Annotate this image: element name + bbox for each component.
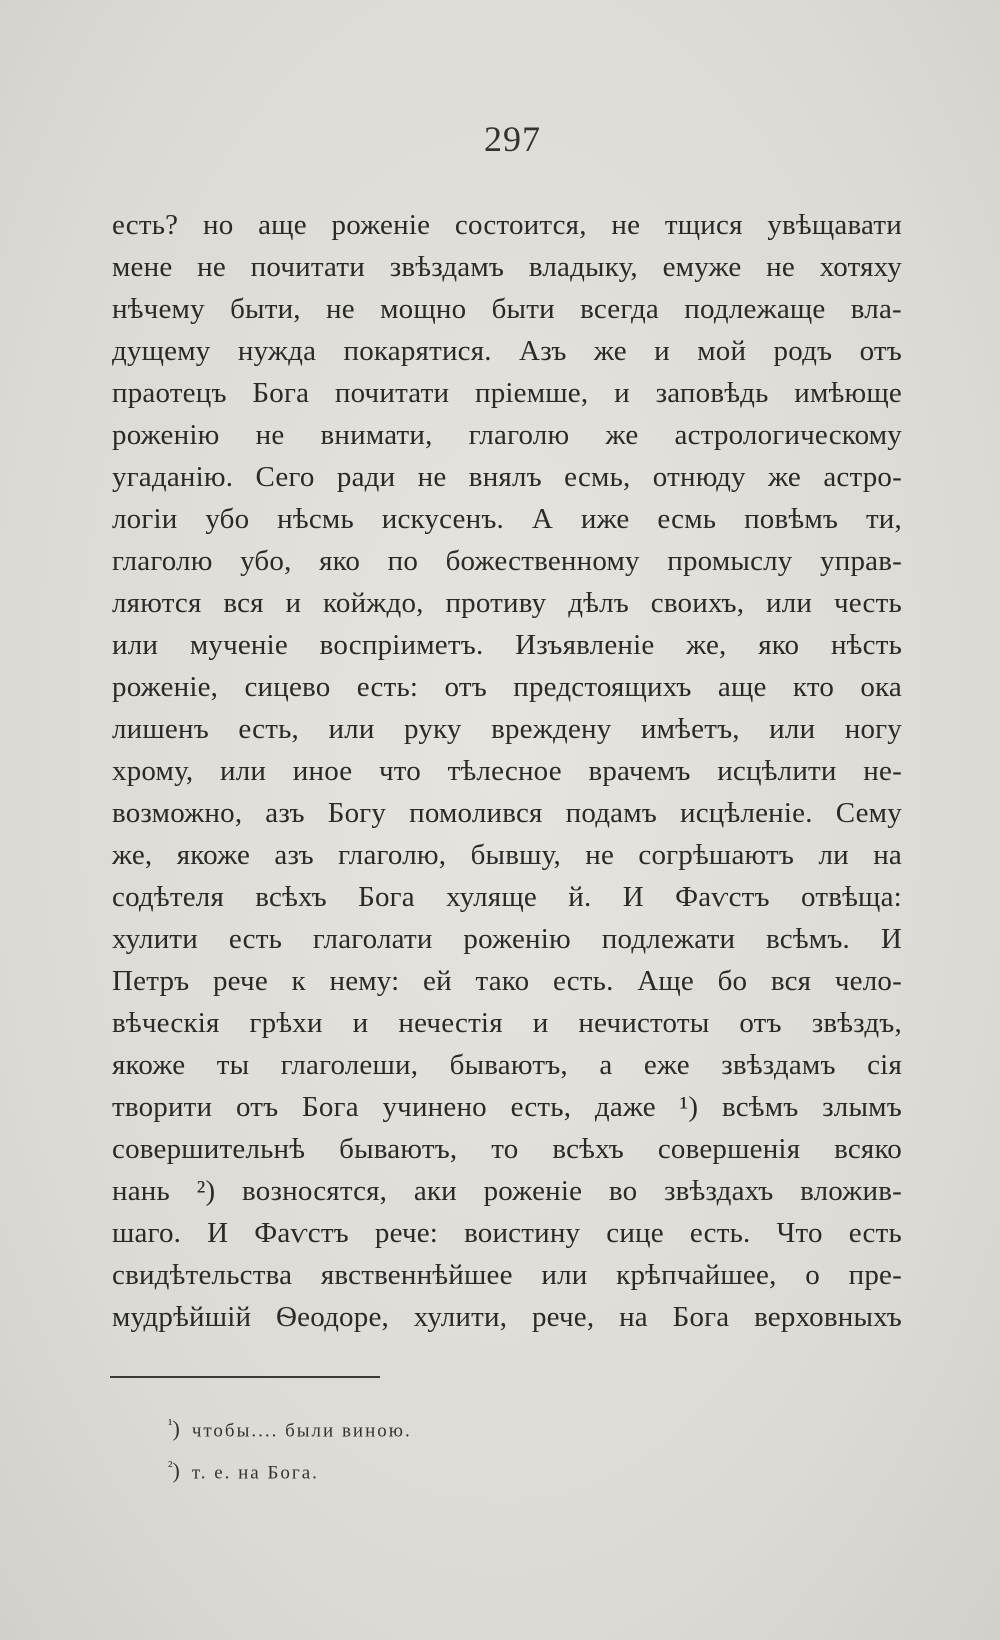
word: тако [475,965,530,997]
word: воистину [464,1217,581,1249]
word: А [531,503,553,535]
text-line [112,1086,902,1128]
text-line [112,876,902,918]
word: не [255,419,285,451]
word: или [112,629,159,661]
word: яко [758,629,800,661]
word: есть [848,1217,902,1249]
word: врачемъ [588,755,691,787]
word: возносятся, [242,1175,388,1207]
word: покарятися. [343,335,492,367]
word: астро- [823,461,902,493]
word: есть? [112,209,179,241]
word: ¹) [679,1091,699,1123]
word: Бога [672,1301,730,1333]
word: родъ [773,335,833,367]
word: нѣчему [112,293,205,325]
text-line [112,372,902,414]
word: хрому, [112,755,194,787]
word: увѣщавати [767,209,902,241]
word: тѣлесное [447,755,562,787]
text-line [112,834,902,876]
word: праотецъ [112,377,227,409]
word: вложив- [800,1175,902,1207]
word: исцѣленіе. [679,797,813,829]
word: есть, [238,713,299,745]
word: азъ [265,797,305,829]
word: злымъ [822,1091,902,1123]
text-line [112,666,902,708]
word: не [417,461,447,493]
word: и [654,335,670,367]
word: нань [112,1175,170,1207]
word: Сего [255,461,315,493]
word: глаголати [312,923,433,955]
word: по [387,545,419,577]
word: хулити, [413,1301,508,1333]
word: и [614,377,630,409]
text-line [112,288,902,330]
word: не [611,209,641,241]
word: вся [223,587,264,619]
word: же, [112,839,153,871]
word: ты [216,1049,250,1081]
word: совершительнѣ [112,1133,306,1165]
word: божественному [445,545,640,577]
text-line [112,708,902,750]
word: дущему [112,335,211,367]
text-line [112,750,902,792]
word: глаголю, [338,839,447,871]
word: глаголю [112,545,213,577]
word: убо, [240,545,292,577]
word: бо [717,965,748,997]
text-line [112,414,902,456]
word: ногу [844,713,902,745]
word: Ѳеодоре, [276,1301,389,1333]
word: ей [423,965,452,997]
word: не [585,839,615,871]
word: ока [860,671,902,703]
word: но [202,209,234,241]
word: глаголеши, [280,1049,419,1081]
word: кто [792,671,835,703]
word: или [769,713,816,745]
word: звѣздамъ [721,1049,836,1081]
text-line [112,246,902,288]
word: убо [205,503,250,535]
word: сице [606,1217,664,1249]
word: бывшу, [470,839,561,871]
word: есмь, [564,461,631,493]
footnote-text: чтобы.... были виною. [191,1420,412,1442]
word: или [220,755,267,787]
word: Изъявленіе [515,629,655,661]
word: роженію [112,419,220,451]
word: вреждену [491,713,612,745]
word: не [766,251,795,283]
word: дѣлъ [568,587,629,619]
text-line [112,1254,902,1296]
word: И [207,1217,229,1249]
word: Аще [637,965,694,997]
word: и [352,1007,369,1039]
word: яко [319,545,361,577]
word: есть, [510,1091,572,1123]
word: мощно [380,293,467,325]
text-line [112,204,902,246]
word: нему: [329,965,400,997]
word: нечистоты [578,1007,710,1039]
word: о [805,1259,820,1291]
word: роженіе, [112,671,219,703]
text-line [112,1128,902,1170]
word: содѣтеля [112,881,224,913]
word: нужда [237,335,317,367]
word: мой [697,335,747,367]
word: шаго. [112,1217,182,1249]
word: подлежаще [684,293,826,325]
word: отъ [859,335,902,367]
word: и [285,587,302,619]
word: хулити [112,923,199,955]
word: Бога [302,1091,359,1123]
text-line [112,1002,902,1044]
word: ли [818,839,849,871]
word: искусенъ. [381,503,504,535]
word: или [328,713,375,745]
word: противу [445,587,547,619]
word: всѣмъ. [766,923,850,955]
page-number: 297 [484,119,541,159]
word: повѣмъ [744,503,839,535]
word: вся [770,965,812,997]
footnote-marker: ¹ [168,1417,173,1433]
word: пре- [848,1259,902,1291]
word: пріемше, [474,377,589,409]
word: азъ [274,839,314,871]
word: нечестія [398,1007,503,1039]
word: есть: [356,671,419,703]
word: рече: [374,1217,439,1249]
word: к [291,965,306,997]
word: есть [228,923,283,955]
text-line [112,792,902,834]
word: верховныхъ [754,1301,902,1333]
word: Сему [835,797,902,829]
word: звѣздахъ [663,1175,774,1207]
word: мученіе [189,629,288,661]
word: Бога [252,377,310,409]
footnote-2 [168,1446,412,1488]
word: что [378,755,421,787]
word: бываютъ, [339,1133,458,1165]
word: иже [580,503,630,535]
word: или [541,1259,588,1291]
word: почитати [250,251,365,283]
word: Что [776,1217,823,1249]
word: владыку, [528,251,638,283]
word: есмь [657,503,717,535]
word: И [622,881,644,913]
word: астрологическому [674,419,902,451]
word: явственнѣйшее [320,1259,513,1291]
word: своихъ, [650,587,745,619]
word: а [599,1049,613,1081]
word: ради [336,461,396,493]
word: емуже [662,251,742,283]
word: подлежати [601,923,736,955]
word: не [326,293,355,325]
word: во [608,1175,638,1207]
word: есть. [552,965,614,997]
word: заповѣдь [655,377,769,409]
word: грѣхи [249,1007,323,1039]
word: всѣмъ [721,1091,799,1123]
footnote-1 [168,1404,412,1446]
word: подамъ [565,797,657,829]
word: воспріиметъ. [319,629,484,661]
word: предстоящихъ [513,671,692,703]
word: свидѣтельства [112,1259,293,1291]
word: внялъ [468,461,542,493]
word: нѣсть [830,629,902,661]
word: имѣюще [794,377,902,409]
word: Богу [327,797,387,829]
word: рече, [531,1301,595,1333]
word: логіи [112,503,178,535]
word: же, [686,629,727,661]
word: всяко [834,1133,902,1165]
word: и [532,1007,549,1039]
word: хотяху [819,251,902,283]
word: звѣздъ, [811,1007,902,1039]
word: И [880,923,902,955]
word: нѣсмь [277,503,354,535]
text-line [112,498,902,540]
word: отъ [444,671,487,703]
word: Азъ [519,335,567,367]
word: совершенія [657,1133,801,1165]
footnote-paren: ) [172,1458,182,1484]
footnote-paren: ) [172,1416,182,1442]
word: койждо, [323,587,424,619]
word: еже [643,1049,690,1081]
word: даже [594,1091,656,1123]
word: же [593,335,627,367]
word: глаголю [468,419,570,451]
word: то [491,1133,519,1165]
word: или [766,587,813,619]
word: хуляще [446,881,537,913]
word: аще [258,209,307,241]
word: лишенъ [112,713,209,745]
word: отъ [739,1007,782,1039]
word: помолився [409,797,543,829]
word: сицево [244,671,331,703]
word: же [605,419,639,451]
word: промыслу [667,545,793,577]
footnote-text: т. е. на Бога. [191,1462,319,1484]
word: мене [112,251,173,283]
word: состоится, [454,209,587,241]
word: звѣздамъ [389,251,505,283]
word: ляются [112,587,202,619]
text-line [112,1170,902,1212]
word: вла- [850,293,902,325]
word: й. [568,881,592,913]
word: иное [292,755,353,787]
word: честь [833,587,902,619]
word: не [197,251,226,283]
text-line [112,330,902,372]
word: быти, [230,293,301,325]
word: аки [413,1175,457,1207]
word: ти, [865,503,902,535]
word: согрѣшаютъ [638,839,795,871]
word: на [619,1301,648,1333]
word: мудрѣйшій [112,1301,252,1333]
word: учинено [382,1091,487,1123]
word: угаданію. [112,461,234,493]
footnote-marker: ² [168,1459,173,1475]
word: Фаѵстъ [675,881,770,913]
word: крѣпчайшее, [616,1259,777,1291]
word: отъ [235,1091,279,1123]
word: ²) [196,1175,216,1207]
text-line [112,456,902,498]
word: творити [112,1091,213,1123]
word: вѣческія [112,1007,220,1039]
word: на [873,839,902,871]
word: не- [863,755,902,787]
footnotes [168,1404,412,1488]
text-line [112,1044,902,1086]
word: якоже [176,839,251,871]
word: Фаѵстъ [254,1217,349,1249]
word: же [768,461,802,493]
text-line [112,1212,902,1254]
word: аще [717,671,767,703]
word: управ- [820,545,902,577]
text-line [112,918,902,960]
text-line [112,960,902,1002]
main-text [112,204,902,1338]
word: рече [212,965,268,997]
word: есть. [689,1217,751,1249]
text-line [112,1296,902,1338]
word: почитати [334,377,450,409]
word: внимати, [320,419,433,451]
text-line [112,624,902,666]
word: якоже [112,1049,186,1081]
word: всѣхъ [255,881,327,913]
word: возможно, [112,797,243,829]
word: тщися [664,209,743,241]
word: роженіе [331,209,431,241]
word: имѣетъ, [640,713,740,745]
word: быти [491,293,555,325]
word: роженіе [483,1175,583,1207]
word: руку [404,713,462,745]
text-line [112,582,902,624]
footnote-divider [110,1376,380,1378]
word: отвѣща: [801,881,902,913]
word: Петръ [112,965,190,997]
text-line [112,540,902,582]
word: сія [867,1049,902,1081]
word: чело- [834,965,902,997]
word: всѣхъ [552,1133,624,1165]
word: всегда [580,293,660,325]
word: отнюду [652,461,746,493]
word: исцѣлити [717,755,837,787]
word: роженію [463,923,571,955]
word: Бога [358,881,415,913]
word: бываютъ, [449,1049,568,1081]
